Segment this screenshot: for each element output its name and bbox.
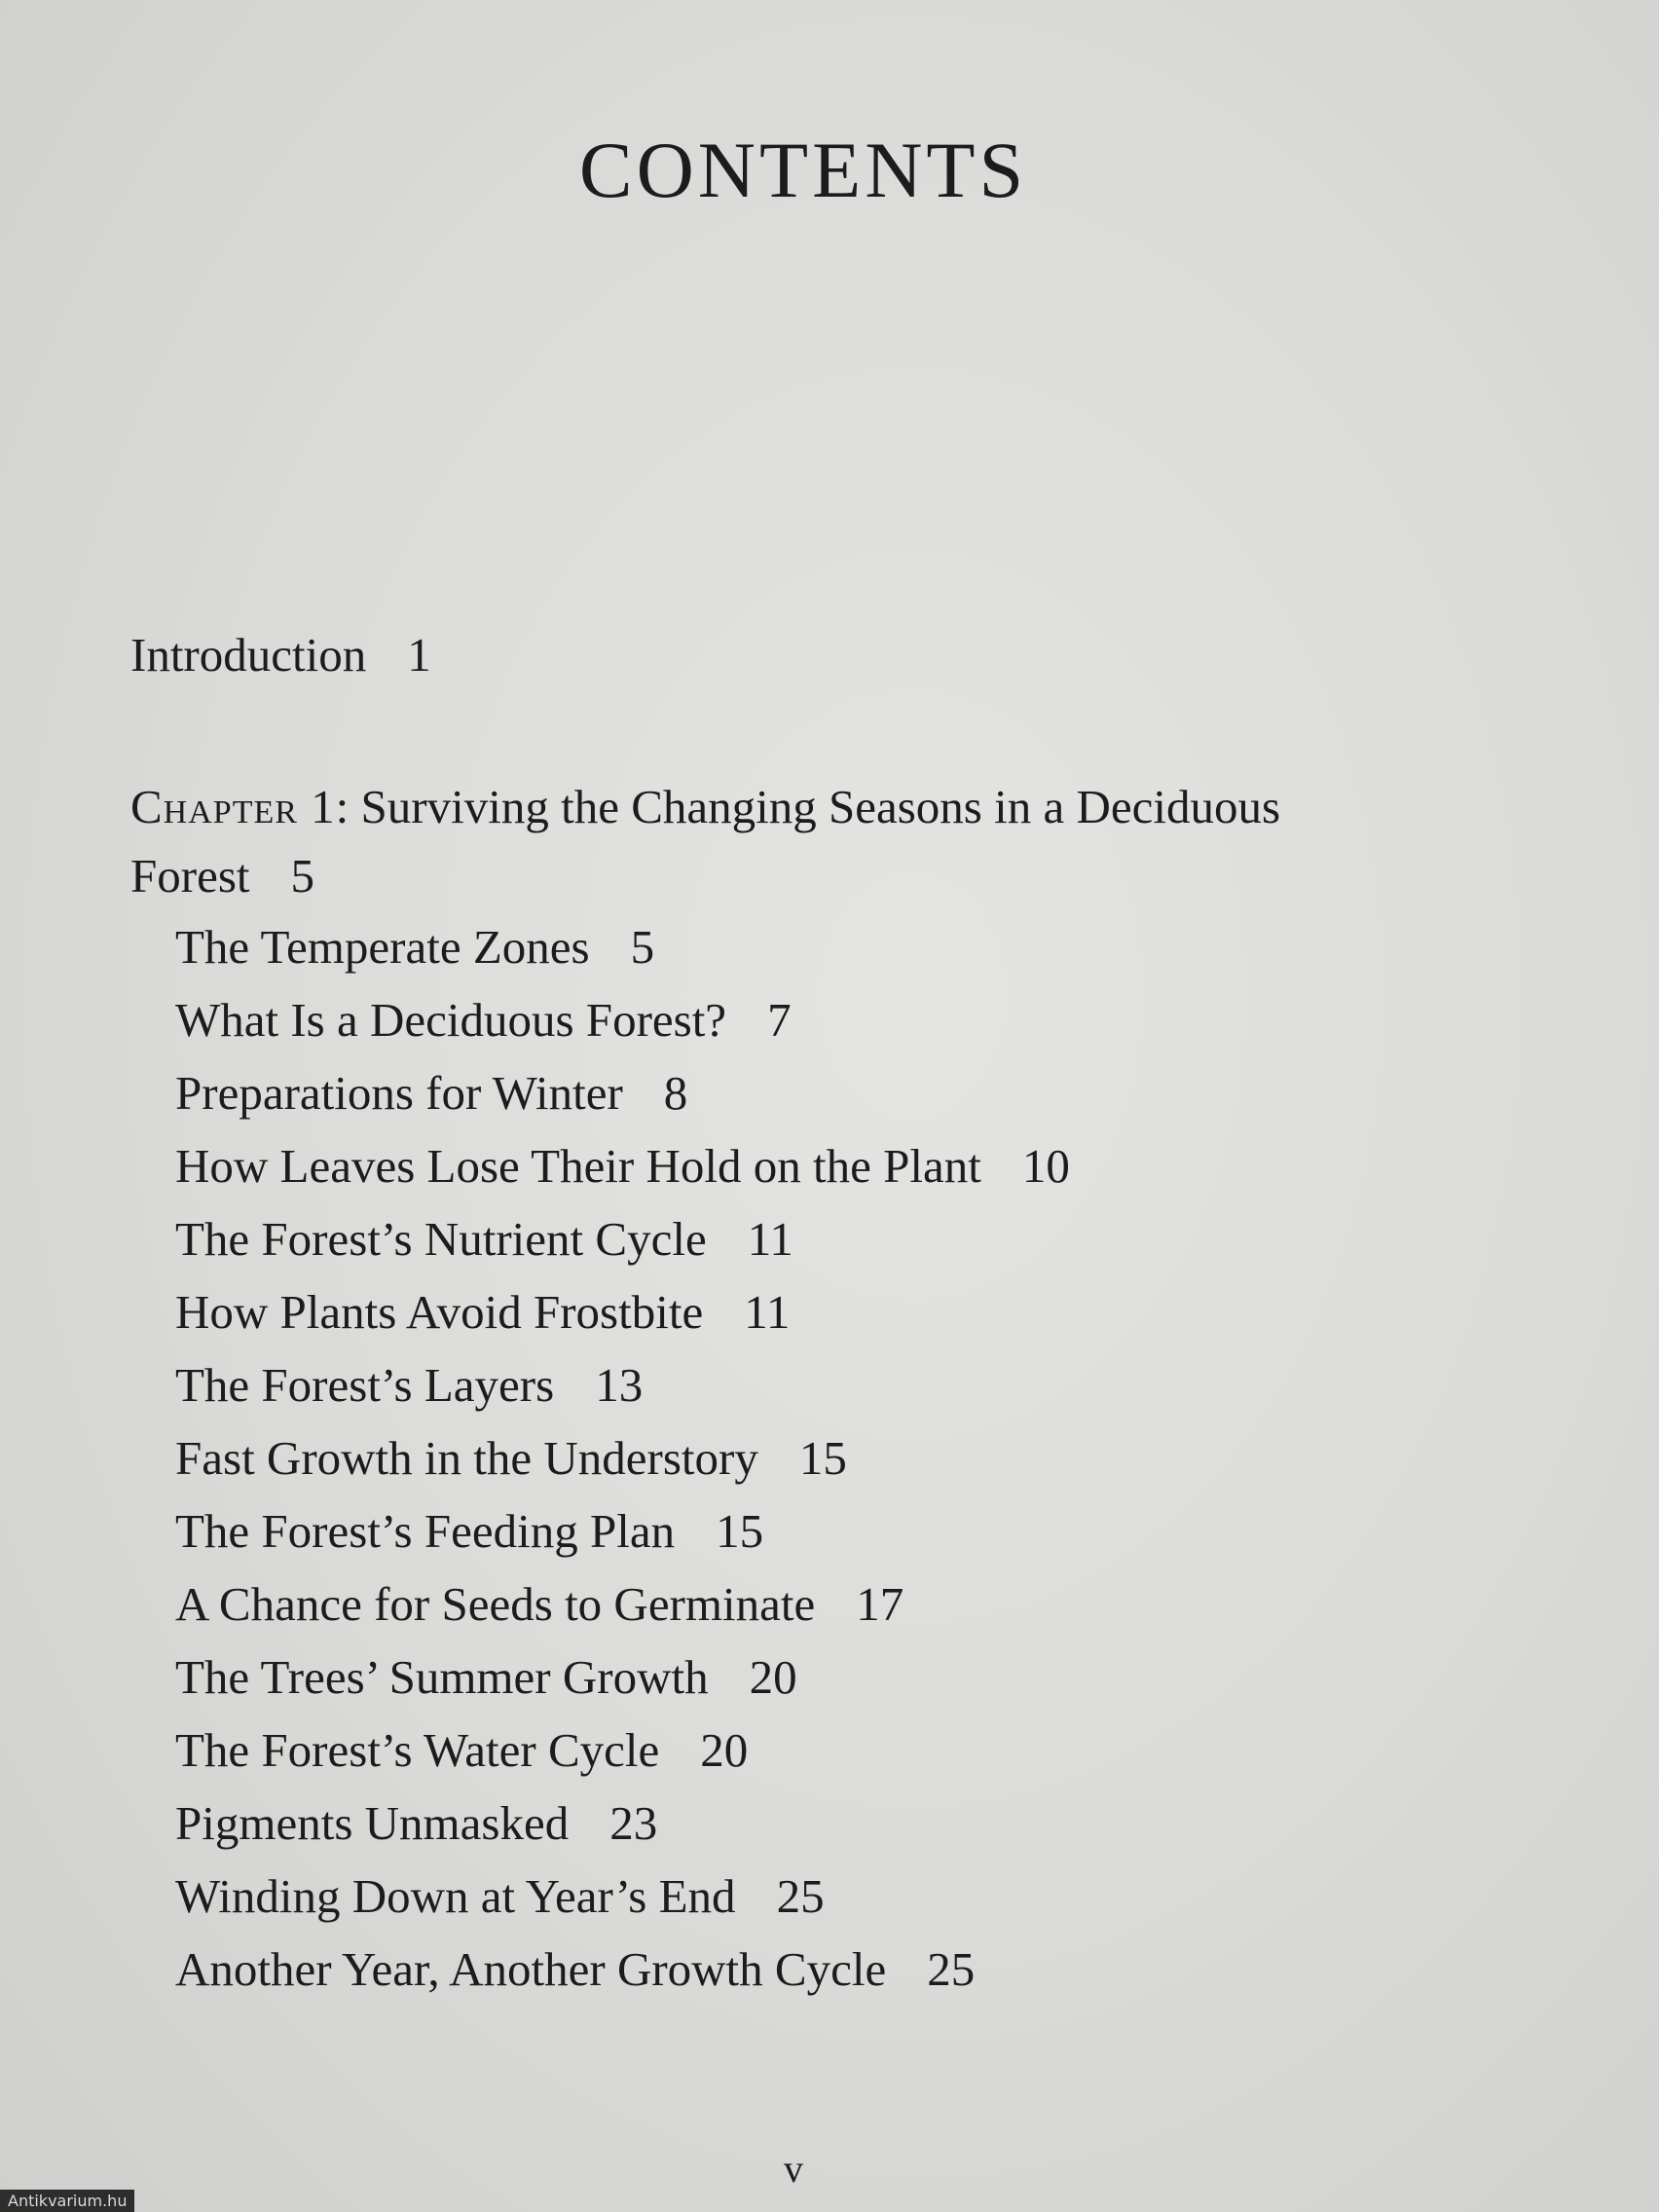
toc-entry-page: 20 bbox=[700, 1723, 749, 1777]
toc-entry-label: The Forest’s Layers bbox=[175, 1358, 555, 1412]
toc-entry-page: 15 bbox=[798, 1431, 847, 1485]
toc-entry-page: 7 bbox=[767, 993, 792, 1047]
toc-entry-label: The Forest’s Feeding Plan bbox=[175, 1504, 676, 1558]
toc-entry-page: 11 bbox=[747, 1212, 793, 1266]
toc-entry-label: Winding Down at Year’s End bbox=[175, 1869, 736, 1923]
toc-entry-label: How Leaves Lose Their Hold on the Plant bbox=[175, 1139, 981, 1193]
toc-entry-page: 25 bbox=[776, 1869, 825, 1923]
toc-entry-page: 5 bbox=[290, 849, 314, 903]
toc-entry-label: The Trees’ Summer Growth bbox=[175, 1650, 709, 1704]
toc-entry-label: A Chance for Seeds to Germinate bbox=[175, 1577, 816, 1631]
toc-entry-page: 11 bbox=[744, 1285, 791, 1339]
toc-entry-label: Another Year, Another Growth Cycle bbox=[175, 1942, 887, 1996]
folio-page-number: v bbox=[784, 2147, 803, 2191]
chapter-label: Chapter 1 bbox=[130, 780, 336, 833]
toc-entry-page: 20 bbox=[749, 1650, 797, 1704]
toc-entry-page: 8 bbox=[663, 1066, 688, 1120]
toc-section-entry bbox=[175, 1577, 904, 1631]
toc-section-entry bbox=[175, 1504, 764, 1558]
toc-entry-label: Introduction bbox=[130, 628, 367, 682]
toc-entry-label: Fast Growth in the Understory bbox=[175, 1431, 758, 1485]
toc-entry-label: Preparations for Winter bbox=[175, 1066, 623, 1120]
toc-entry-label: How Plants Avoid Frostbite bbox=[175, 1285, 704, 1339]
page-title: CONTENTS bbox=[578, 126, 1028, 214]
toc-section-entry bbox=[175, 920, 655, 974]
toc-chapter-heading bbox=[130, 780, 1281, 833]
toc-section-entry bbox=[175, 1285, 791, 1339]
toc-entry-page: 13 bbox=[595, 1358, 644, 1412]
toc-section-entry bbox=[175, 1431, 847, 1485]
toc-entry-introduction bbox=[130, 628, 431, 682]
toc-section-entry bbox=[175, 1723, 749, 1777]
toc-entry-page: 5 bbox=[630, 920, 655, 974]
toc-section-entry bbox=[175, 1358, 644, 1412]
watermark: Antikvarium.hu bbox=[0, 2190, 134, 2212]
toc-entry-page: 23 bbox=[609, 1796, 658, 1850]
toc-entry-page: 25 bbox=[927, 1942, 976, 1996]
toc-section-entry bbox=[175, 1212, 793, 1266]
toc-section-entry bbox=[175, 1942, 976, 1996]
toc-entry-label: What Is a Deciduous Forest? bbox=[175, 993, 727, 1047]
toc-chapter-heading-continued bbox=[130, 849, 314, 903]
toc-section-entry bbox=[175, 1139, 1070, 1193]
toc-section-entry bbox=[175, 1869, 825, 1923]
toc-section-entry bbox=[175, 1066, 688, 1120]
toc-entry-page: 1 bbox=[407, 628, 431, 682]
toc-section-entry bbox=[175, 1796, 658, 1850]
toc-section-entry bbox=[175, 1650, 797, 1704]
toc-entry-label: The Temperate Zones bbox=[175, 920, 590, 974]
toc-section-entry bbox=[175, 993, 792, 1047]
chapter-title-line2: Forest bbox=[130, 849, 250, 903]
toc-entry-label: The Forest’s Nutrient Cycle bbox=[175, 1212, 707, 1266]
toc-entry-label: The Forest’s Water Cycle bbox=[175, 1723, 660, 1777]
toc-entry-label: Pigments Unmasked bbox=[175, 1796, 570, 1850]
chapter-title-line1: : Surviving the Changing Seasons in a Deciduous bbox=[335, 780, 1281, 833]
toc-entry-page: 17 bbox=[856, 1577, 904, 1631]
toc-entry-page: 15 bbox=[716, 1504, 764, 1558]
toc-entry-page: 10 bbox=[1021, 1139, 1070, 1193]
